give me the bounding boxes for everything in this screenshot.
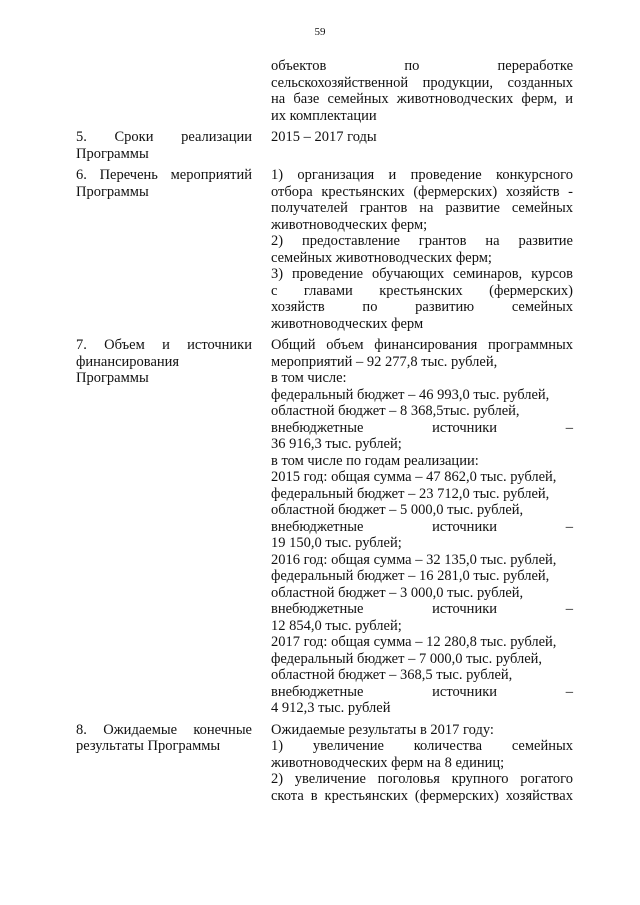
- value-line: 1) увеличение количества семейных: [271, 738, 573, 754]
- value-line: 2016 год: общая сумма – 32 135,0 тыс. рублей,: [271, 551, 557, 568]
- value-line: областной бюджет – 5 000,0 тыс. рублей,: [271, 502, 524, 518]
- table-row: [76, 337, 573, 717]
- label-line: 8. Ожидаемые конечные: [76, 721, 252, 738]
- value-line: скота в крестьянских (фермерских) хозяйствах: [271, 787, 573, 804]
- value-line: животноводческих ферм;: [271, 216, 428, 233]
- value-line: федеральный бюджет – 7 000,0 тыс. рублей,: [271, 650, 543, 667]
- table-row: [76, 722, 573, 805]
- row-label: [76, 129, 252, 162]
- value-line: областной бюджет – 3 000,0 тыс. рублей,: [271, 584, 524, 601]
- value-line: федеральный бюджет – 23 712,0 тыс. рублей,: [271, 485, 550, 502]
- table-row: [76, 129, 573, 162]
- value-line: 12 854,0 тыс. рублей;: [271, 617, 402, 634]
- label-line: Программы: [76, 370, 149, 386]
- value-line: животноводческих ферм: [271, 315, 424, 332]
- value-line: Ожидаемые результаты в 2017 году:: [271, 721, 494, 738]
- value-line: внебюджетные источники –: [271, 419, 573, 436]
- value-line: 19 150,0 тыс. рублей;: [271, 535, 402, 551]
- value-line: мероприятий – 92 277,8 тыс. рублей,: [271, 353, 498, 370]
- row-label: [76, 722, 252, 755]
- value-line: федеральный бюджет – 16 281,0 тыс. рублей,: [271, 568, 550, 584]
- value-line: Общий объем финансирования программных: [271, 337, 573, 353]
- value-line: 2015 – 2017 годы: [271, 129, 377, 145]
- value-line: в том числе:: [271, 370, 347, 386]
- value-line: с главами крестьянских (фермерских): [271, 282, 573, 299]
- value-line: областной бюджет – 8 368,5тыс. рублей,: [271, 403, 520, 419]
- value-line: 36 916,3 тыс. рублей;: [271, 436, 402, 452]
- value-line: областной бюджет – 368,5 тыс. рублей,: [271, 667, 513, 683]
- value-line: 4 912,3 тыс. рублей: [271, 700, 391, 716]
- value-line: отбора крестьянских (фермерских) хозяйств -: [271, 183, 573, 200]
- page-number: 59: [314, 26, 326, 38]
- row-label: [76, 167, 252, 200]
- label-line: результаты Программы: [76, 738, 221, 754]
- label-line: финансирования: [76, 353, 180, 370]
- value-line: животноводческих ферм на 8 единиц;: [271, 754, 505, 771]
- value-line: семейных животноводческих ферм;: [271, 249, 492, 266]
- label-line: 6. Перечень мероприятий: [76, 167, 252, 183]
- row-value: [271, 129, 573, 146]
- value-line: 2) увеличение поголовья крупного рогатого: [271, 771, 573, 787]
- value-line: сельскохозяйственной продукции, созданных: [271, 74, 573, 91]
- row-value: [271, 722, 573, 805]
- row-value: [271, 167, 573, 332]
- table-row: [76, 58, 573, 124]
- label-line: 7. Объем и источники: [76, 337, 252, 353]
- value-line: внебюджетные источники –: [271, 601, 573, 617]
- value-line: на базе семейных животноводческих ферм, и: [271, 91, 573, 107]
- value-line: получателей грантов на развитие семейных: [271, 200, 573, 216]
- label-line: 5. Сроки реализации: [76, 129, 252, 145]
- value-line: 2015 год: общая сумма – 47 862,0 тыс. рублей,: [271, 469, 557, 485]
- value-line: 1) организация и проведение конкурсного: [271, 167, 573, 183]
- row-value: [271, 337, 573, 717]
- label-line: Программы: [76, 145, 149, 162]
- value-line: 3) проведение обучающих семинаров, курсов: [271, 266, 573, 282]
- value-line: в том числе по годам реализации:: [271, 452, 479, 469]
- label-line: Программы: [76, 183, 149, 200]
- value-line: 2017 год: общая сумма – 12 280,8 тыс. рублей,: [271, 634, 557, 650]
- value-line: 2) предоставление грантов на развитие: [271, 233, 573, 249]
- value-line: хозяйств по развитию семейных: [271, 299, 573, 315]
- program-passport-table: [76, 58, 573, 804]
- value-line: федеральный бюджет – 46 993,0 тыс. рублей,: [271, 386, 550, 403]
- row-value: [271, 58, 573, 124]
- table-row: [76, 167, 573, 332]
- value-line: внебюджетные источники –: [271, 518, 573, 535]
- value-line: объектов по переработке: [271, 58, 573, 74]
- value-line: внебюджетные источники –: [271, 683, 573, 700]
- value-line: их комплектации: [271, 107, 377, 124]
- row-label: [76, 337, 252, 387]
